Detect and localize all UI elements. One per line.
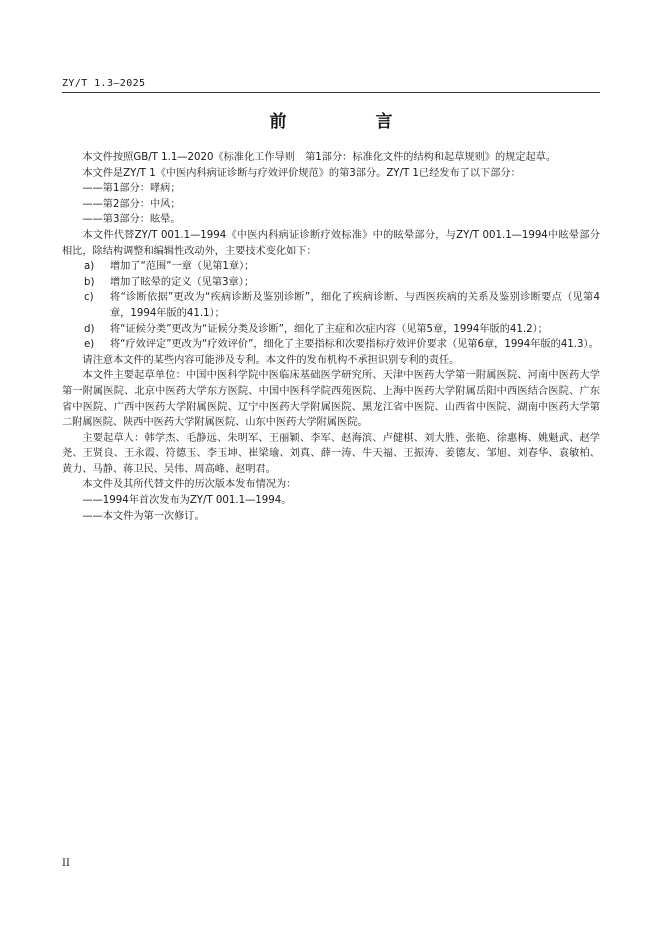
part-item: ——第2部分：中风； <box>82 198 181 210</box>
page-number: II <box>62 858 70 869</box>
change-text: 将“证候分类”更改为“证候分类及诊断”，细化了主症和次症内容（见第5章，1994年版的41.2）； <box>110 323 548 335</box>
change-item <box>62 275 600 291</box>
paragraph-series-parts: 本文件是ZY/T 1《中医内科病证诊断与疗效评价规范》的第3部分。ZY/T 1已经发布了以下部分： <box>82 167 521 179</box>
change-text: 将“疗效评定”更改为“疗效评价”，细化了主要指标和次要指标疗效评价要求（见第6章，1994年版的41.3）。 <box>110 339 599 351</box>
part-item: ——第3部分：眩晕。 <box>82 214 181 226</box>
list-marker: c) <box>84 292 94 304</box>
header-rule <box>62 92 600 93</box>
change-text: 增加了“范围”一章（见第1章）； <box>110 261 255 273</box>
standard-number: ZY/T 1.3—2025 <box>62 78 146 89</box>
change-item <box>62 337 600 353</box>
list-marker: d) <box>84 323 95 335</box>
change-text: 将“诊断依据”更改为“疾病诊断及鉴别诊断”，细化了疾病诊断、与西医疾病的关系及鉴别诊断要点（见第4章，1994年版的41.1）； <box>110 292 600 319</box>
history-item: ——本文件为第一次修订。 <box>82 510 205 522</box>
part-item: ——第1部分：哮病； <box>82 183 181 195</box>
change-item <box>62 259 600 275</box>
change-item <box>62 322 600 338</box>
list-marker: e) <box>84 339 95 351</box>
history-item: ——1994年首次发布为ZY/T 001.1—1994。 <box>82 495 292 507</box>
paragraph-drafting-rules: 本文件按照GB/T 1.1—2020《标准化工作导则 第1部分：标准化文件的结构和起草规则》的规定起草。 <box>82 152 557 163</box>
foreword-body <box>62 150 600 524</box>
list-marker: b) <box>84 276 95 288</box>
paragraph-drafting-units: 本文件主要起草单位：中国中医科学院中医临床基础医学研究所、天津中医药大学第一附属医院、河南中医药大学第一附属医院、北京中医药大学东方医院、中国中医科学院西苑医院、上海中医药大学附属岳阳中西医结合医院、广东省中医院、广西中医药大学附属医院、辽宁中医药大学附属医院、黑龙江省中医院、山西省中医院、湖南中医药大学第二附属医院、陕西中医药大学附属医院、山东中医药大学附属医院。 <box>62 370 600 429</box>
paragraph-history-intro: 本文件及其所代替文件的历次版本发布情况为： <box>82 479 297 491</box>
paragraph-patent-notice: 请注意本文件的某些内容可能涉及专利。本文件的发布机构不承担识别专利的责任。 <box>82 354 460 366</box>
paragraph-drafters: 主要起草人：韩学杰、毛静远、朱明军、王丽颖、李军、赵海滨、卢健棋、刘大胜、张艳、徐惠梅、姚魁武、赵学尧、王贤良、王永霞、符德玉、李玉坤、崔梁瑜、刘真、薛一涛、牛天福、王振涛、姜德友、邹旭、刘春华、袁敏柏、黄力、马静、蒋卫民、吴伟、周高峰、赵明君。 <box>62 432 600 475</box>
page-title: 前 言 <box>269 112 429 132</box>
list-marker: a) <box>84 261 95 273</box>
change-text: 增加了眩晕的定义（见第3章）； <box>110 276 255 288</box>
change-item <box>62 290 600 321</box>
paragraph-replacement: 本文件代替ZY/T 001.1—1994《中医内科病证诊断疗效标准》中的眩晕部分，与ZY/T 001.1—1994中眩晕部分相比，除结构调整和编辑性改动外，主要技术变化如下： <box>62 229 600 257</box>
